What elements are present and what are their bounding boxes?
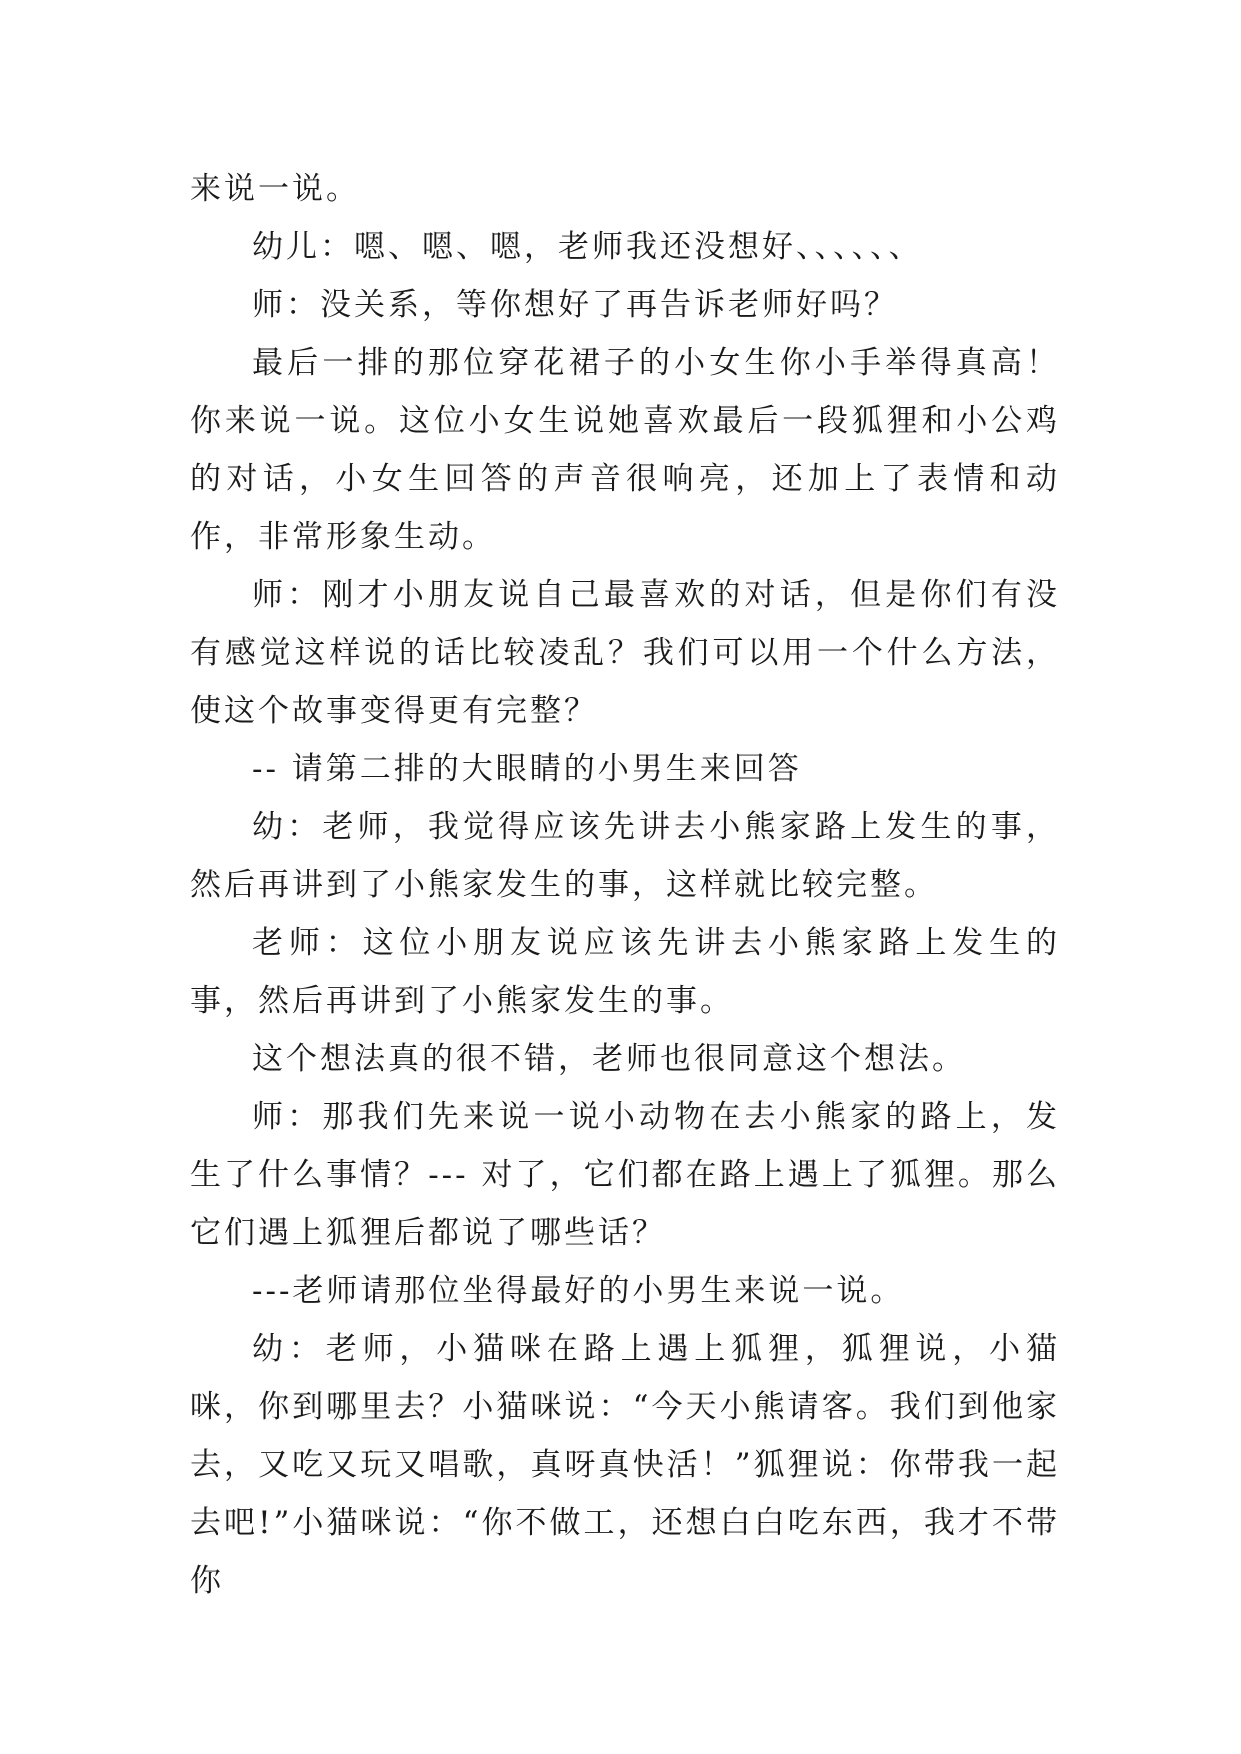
paragraph-2: 师：没关系，等你想好了再告诉老师好吗？ xyxy=(252,287,898,323)
paragraph-8: 这个想法真的很不错，老师也很同意这个想法。 xyxy=(252,1041,966,1077)
paragraph-3: 最后一排的那位穿花裙子的小女生你小手举得真高！你来说一说。这位小女生说她喜欢最后一段狐狸和小公鸡的对话，小女生回答的声音很响亮，还加上了表情和动作，非常形象生动。 xyxy=(190,345,1060,555)
paragraph-11: 幼：老师，小猫咪在路上遇上狐狸，狐狸说，小猫咪，你到哪里去？小猫咪说：“今天小熊请客。我们到他家去，又吃又玩又唱歌，真呀真快活！”狐狸说：你带我一起去吧!”小猫咪说：“你不做工，还想白白吃东西，我才不带你 xyxy=(190,1331,1060,1599)
document-body xyxy=(190,160,1060,1610)
paragraph-7: 老师：这位小朋友说应该先讲去小熊家路上发生的事，然后再讲到了小熊家发生的事。 xyxy=(190,925,1060,1019)
paragraph-0: 来说一说。 xyxy=(190,171,360,207)
paragraph-6: 幼：老师，我觉得应该先讲去小熊家路上发生的事，然后再讲到了小熊家发生的事，这样就比较完整。 xyxy=(190,809,1060,903)
paragraph-1: 幼儿：嗯、嗯、嗯，老师我还没想好、、、、、、 xyxy=(252,229,923,265)
paragraph-4: 师：刚才小朋友说自己最喜欢的对话，但是你们有没有感觉这样说的话比较凌乱？我们可以用一个什么方法，使这个故事变得更有完整？ xyxy=(190,577,1060,729)
paragraph-5: -- 请第二排的大眼睛的小男生来回答 xyxy=(252,751,802,787)
paragraph-9: 师：那我们先来说一说小动物在去小熊家的路上，发生了什么事情？--- 对了，它们都在路上遇上了狐狸。那么它们遇上狐狸后都说了哪些话？ xyxy=(190,1099,1060,1251)
paragraph-10: ---老师请那位坐得最好的小男生来说一说。 xyxy=(252,1273,905,1309)
